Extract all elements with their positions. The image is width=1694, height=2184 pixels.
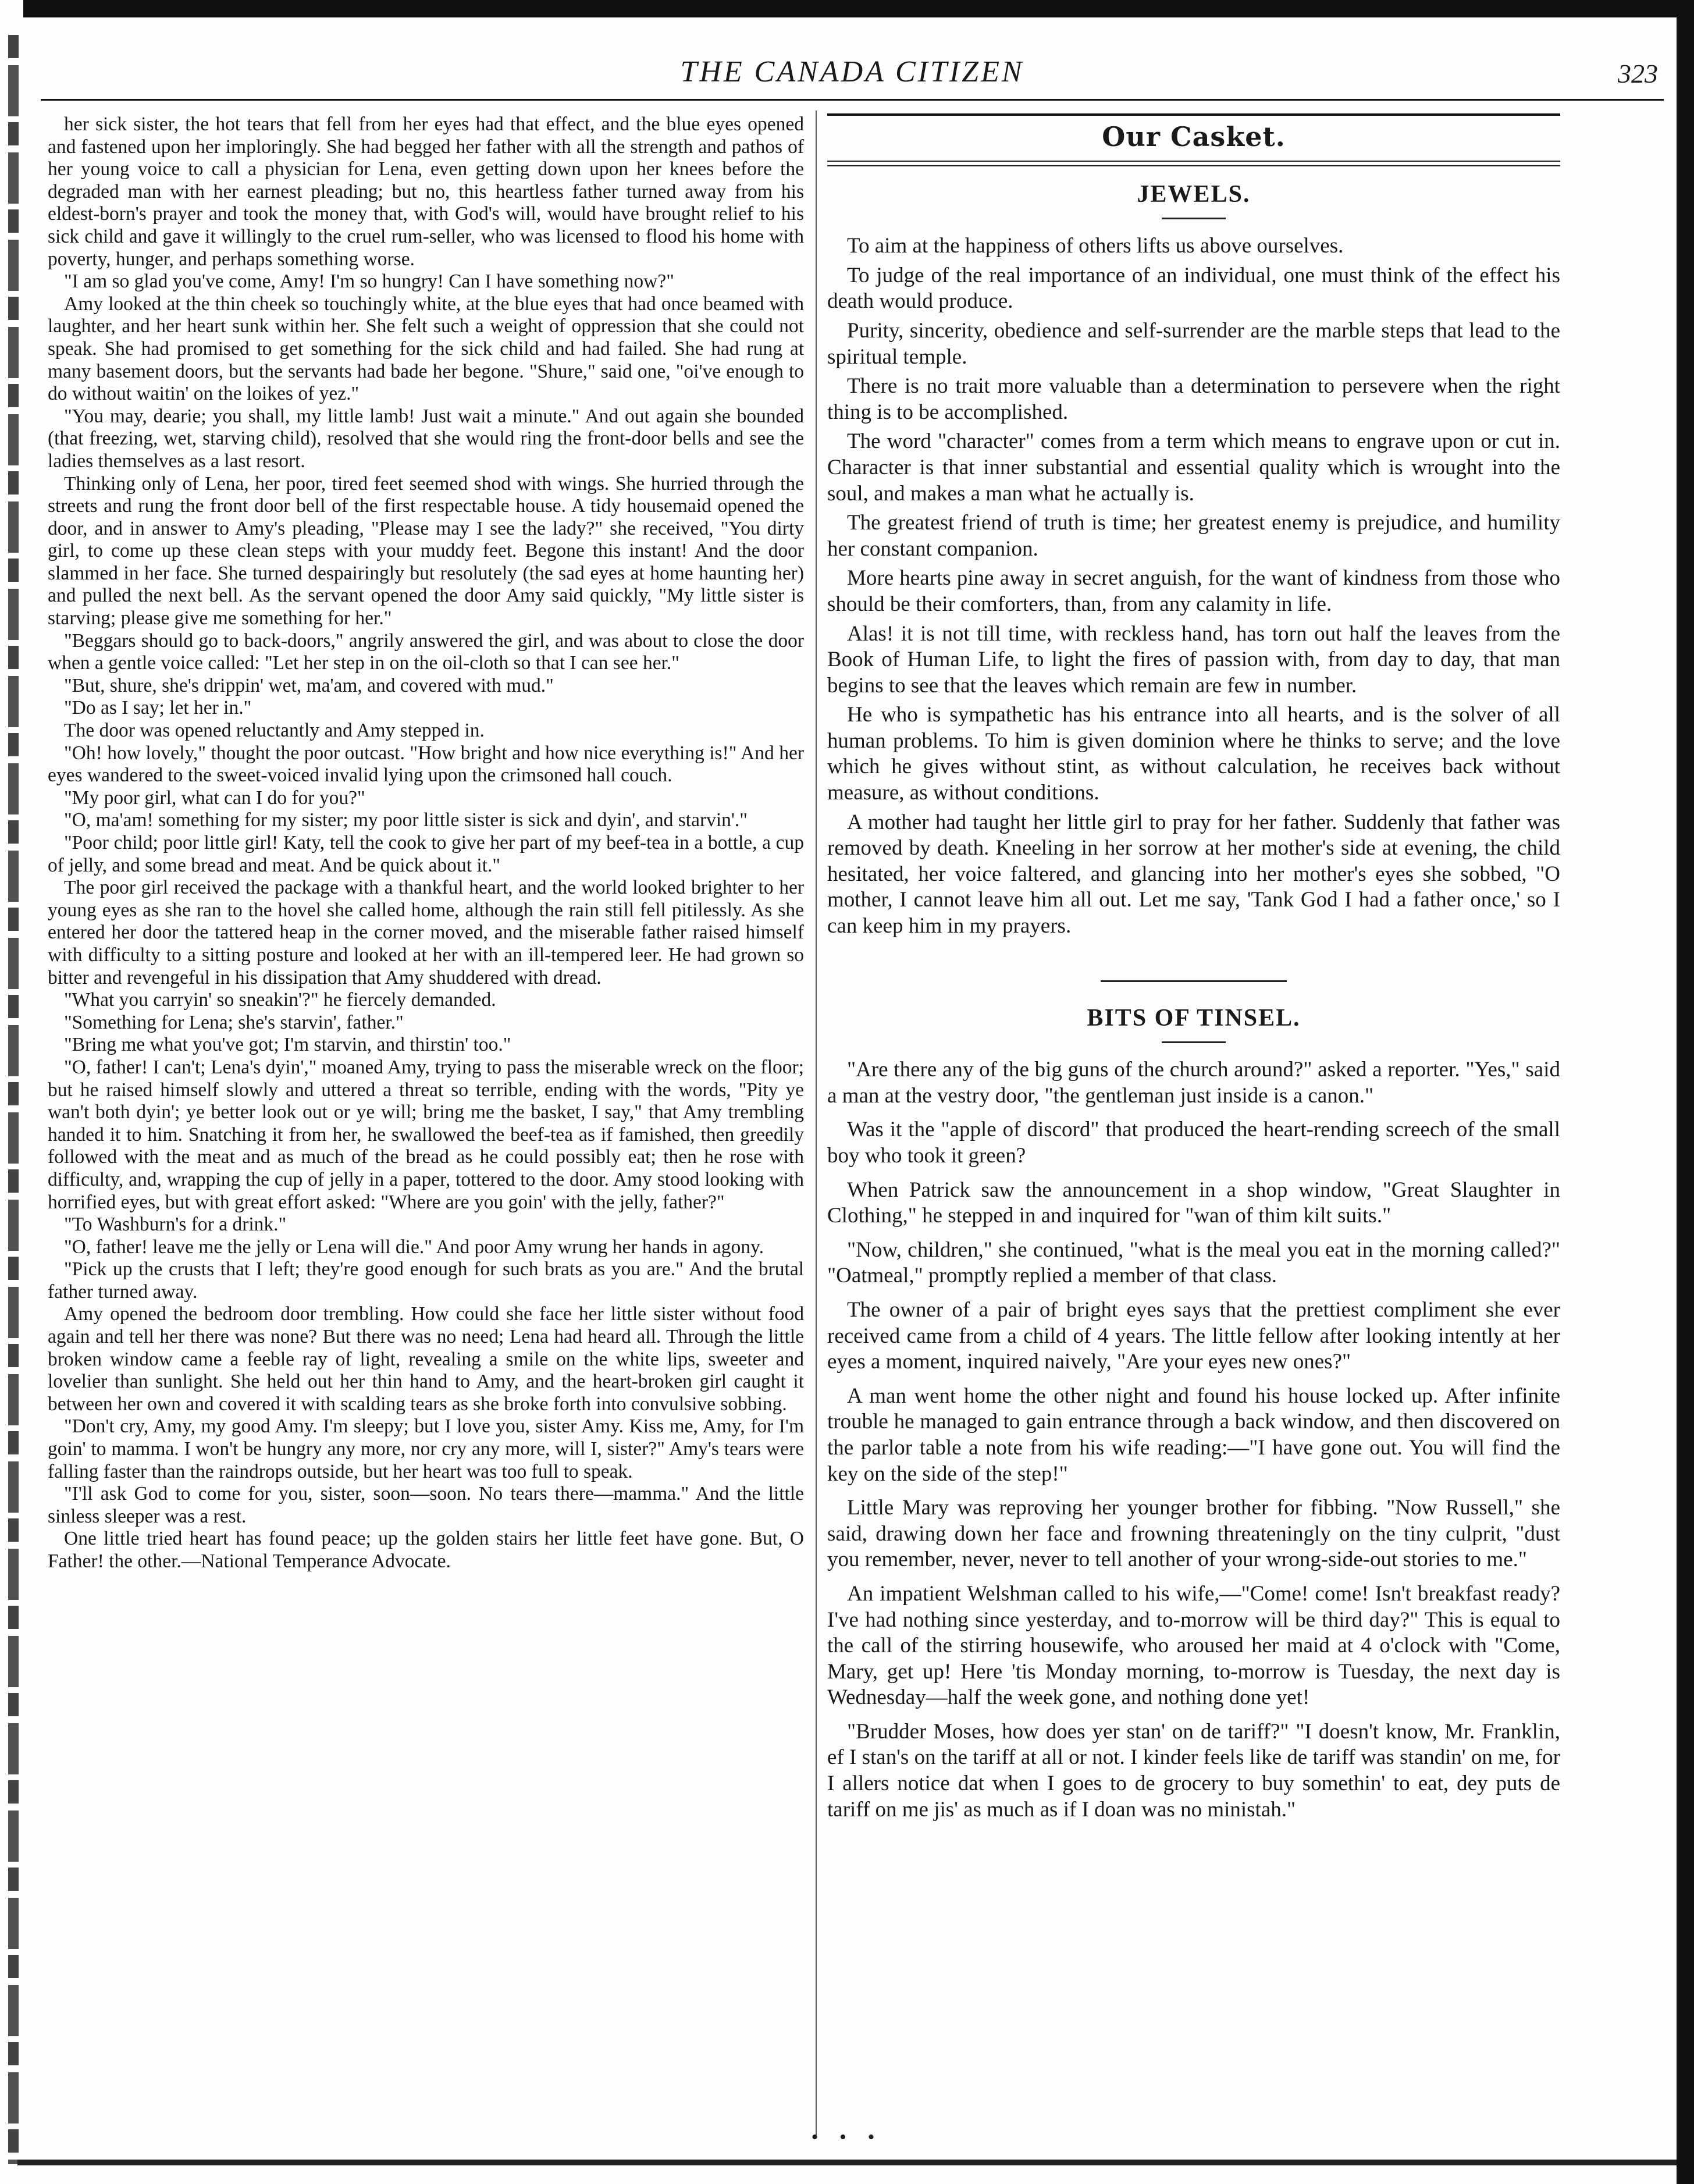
story-paragraph: "Do as I say; let her in." bbox=[64, 697, 252, 719]
jewel-paragraph: Purity, sincerity, obedience and self-surrender are the marble steps that lead to the spiritual temple. bbox=[827, 318, 1560, 369]
section-rule bbox=[827, 161, 1560, 162]
story-paragraph: Amy looked at the thin cheek so touchingly white, at the blue eyes that had once beamed with laughter, and her heart sunk within her. She felt such a weight of oppression that she could not speak. She had promised to get something for the sick child and had failed. She had rung at many basement doors, but the servants had bade her begone. "Shure," said one, "oi've enough to do without waitin' on the loikes of yez." bbox=[48, 293, 804, 405]
story-paragraph: "But, shure, she's drippin' wet, ma'am, and covered with mud." bbox=[64, 674, 554, 696]
scan-border-top bbox=[23, 0, 1694, 17]
jewel-paragraph: To judge of the real importance of an individual, one must think of the effect his death would produce. bbox=[827, 263, 1560, 314]
jewel-paragraph: The greatest friend of truth is time; her greatest enemy is prejudice, and humility her constant companion. bbox=[827, 511, 1560, 561]
tinsel-paragraph: "Brudder Moses, how does yer stan' on de tariff?" "I doesn't know, Mr. Franklin, ef I stan's on the tariff at all or not. I kinder feels like de tariff was standin' on me, for I allers notice dat when I goes to de grocery to buy somethin' to eat, dey puts de tariff on me jis' as much as if I doan was no ministah." bbox=[827, 1719, 1560, 1822]
tinsel-paragraph: Was it the "apple of discord" that produced the heart-rending screech of the small boy who took it green? bbox=[827, 1118, 1560, 1168]
page-number: 323 bbox=[1618, 59, 1658, 88]
tinsel-paragraph: Little Mary was reproving her younger brother for fibbing. "Now Russell," she said, drawing down her face and frowning threateningly on the tiny culprit, "dust you remember, never, never to tell another of your wrong-side-out stories to me." bbox=[827, 1496, 1560, 1572]
jewel-paragraph: A mother had taught her little girl to pray for her father. Suddenly that father was removed by death. Kneeling in her sorrow at her mother's side at evening, the child hesitated, her voice faltered, and glancing into her mother's eyes she sobbed, "O mother, I cannot leave him all out. Let me say, 'Tank God I had a father once,' so I can keep him in my prayers. bbox=[827, 810, 1560, 938]
story-paragraph: "To Washburn's for a drink." bbox=[64, 1214, 287, 1236]
tinsel-title: BITS OF TINSEL. bbox=[1087, 1004, 1301, 1031]
story-paragraph: The poor girl received the package with a thankful heart, and the world looked brighter to her young eyes as she ran to the hovel she called home, although the rain still fell pitilessly. As she entered her door the tattered heap in the corner moved, and the miserable father raised himself with difficulty to a sitting posture and looked at her with an ill-tempered leer. He had grown so bitter and revengeful in his dissipation that Amy shuddered with dread. bbox=[48, 877, 804, 988]
story-paragraph: "O, father! I can't; Lena's dyin'," moaned Amy, trying to pass the miserable wreck on the floor; but he raised himself slowly and uttered a threat so terrible, ending with the words, "Pity ye wan't both dyin'; ye better look out or ye will; bring me the basket, I say," that Amy trembling handed it to him. Snatching it from her, he swallowed the beef-tea as if famished, then greedily followed with the meat and as much of the bread as he could possibly eat; then he rose with difficulty, and, wrapping the cup of jelly in a paper, tottered to the door. Amy stood looking with horrified eyes, but with great effort asked: "Where are you goin' with the jelly, father?" bbox=[48, 1056, 804, 1213]
story-paragraph: Thinking only of Lena, her poor, tired feet seemed shod with wings. She hurried through the streets and rung the front door bell of the first respectable house. A tidy housemaid opened the door, and in answer to Amy's pleading, "Please may I see the lady?" she received, "You dirty girl, to come up these clean steps with your muddy feet. Begone this instant! And the door slammed in her face. She turned despairingly but resolutely (the sad eyes at home haunting her) and pulled the next bell. As the servant opened the door Amy said quickly, "My little sister is starving; please give me something for her." bbox=[48, 472, 804, 629]
tinsel-paragraph: A man went home the other night and found his house locked up. After infinite trouble he managed to gain entrance through a back window, and then discovered on the parlor table a note from his wife reading:—"I have gone out. You will find the key on the side of the step!" bbox=[827, 1383, 1560, 1486]
story-paragraph: "Beggars should go to back-doors," angrily answered the girl, and was about to close the door when a gentle voice called: "Let her step in on the oil-cloth so that I can see her." bbox=[48, 629, 804, 674]
section-rule bbox=[827, 165, 1560, 166]
story-paragraph: "Don't cry, Amy, my good Amy. I'm sleepy; but I love you, sister Amy. Kiss me, Amy, for I'm goin' to mamma. I won't be hungry any more, nor cry any more, will I, sister?" Amy's tears were falling faster than the raindrops outside, but her heart was too full to speak. bbox=[48, 1415, 804, 1482]
section-rule bbox=[827, 113, 1560, 116]
jewel-paragraph: To aim at the happiness of others lifts us above ourselves. bbox=[847, 234, 1344, 258]
title-rule bbox=[1162, 1041, 1226, 1043]
tinsel-section bbox=[827, 1005, 1560, 1823]
story-paragraph: "My poor girl, what can I do for you?" bbox=[64, 787, 365, 809]
newspaper-title: THE CANADA CITIZEN bbox=[680, 55, 1024, 88]
tinsel-paragraph: "Are there any of the big guns of the church around?" asked a reporter. "Yes," said a man at the vestry door, "the gentleman just inside is a canon." bbox=[827, 1058, 1560, 1108]
tinsel-paragraph: "Now, children," she continued, "what is the meal you eat in the morning called?" "Oatmeal," promptly replied a member of that class. bbox=[827, 1237, 1560, 1288]
story-paragraph: "I am so glad you've come, Amy! I'm so hungry! Can I have something now?" bbox=[64, 271, 674, 293]
story-paragraph: "Oh! how lovely," thought the poor outcast. "How bright and how nice everything is!" And her eyes wandered to the sweet-voiced invalid lying upon the crimsoned hall couch. bbox=[48, 742, 804, 787]
footer-ornament: • • • bbox=[811, 2126, 883, 2148]
jewel-paragraph: The word "character" comes from a term which means to engrave upon or cut in. Character is that inner substantial and essential quality which is wrought into the soul, and makes a man what he actually is. bbox=[827, 429, 1560, 506]
title-rule bbox=[1162, 218, 1226, 219]
scan-border-bottom bbox=[17, 2160, 1677, 2165]
story-paragraph: "Something for Lena; she's starvin', father." bbox=[64, 1011, 404, 1033]
jewels-section bbox=[827, 182, 1560, 940]
story-paragraph: The door was opened reluctantly and Amy stepped in. bbox=[64, 720, 485, 742]
jewel-paragraph: More hearts pine away in secret anguish, for the want of kindness from those who should be their comforters, than, from any calamity in life. bbox=[827, 566, 1560, 616]
section-divider bbox=[1101, 980, 1287, 982]
tinsel-paragraph: An impatient Welshman called to his wife,—"Come! come! Isn't breakfast ready? I've had nothing since yesterday, and to-morrow will be third day?" This is equal to the call of the stirring housewife, who aroused her maid at 4 o'clock with "Come, Mary, get up! Here 'tis Monday morning, to-morrow is Tuesday, the next day is Wednesday—half the week gone, and nothing done yet! bbox=[827, 1581, 1560, 1710]
story-paragraph: "I'll ask God to come for you, sister, soon—soon. No tears there—mamma." And the little sinless sleeper was a rest. bbox=[48, 1483, 804, 1527]
story-paragraph: her sick sister, the hot tears that fell from her eyes had that effect, and the blue eyes opened and fastened upon her imploringly. She had begged her father with all the strength and pathos of her young voice to call a physician for Lena, even getting down upon her knees before the degraded man with her earnest pleading; but no, this heartless father turned away from his eldest-born's prayer and took the money that, with God's will, would have brought relief to his sick child and gave it willingly to the cruel rum-seller, who was licensed to flood his home with poverty, hunger, and perhaps something worse. bbox=[48, 113, 804, 270]
story-paragraph: "Poor child; poor little girl! Katy, tell the cook to give her part of my beef-tea in a bottle, a cup of jelly, and some bread and meat. And be quick about it." bbox=[48, 832, 804, 876]
scan-border-left bbox=[8, 35, 19, 2164]
story-paragraph: One little tried heart has found peace; up the golden stairs her little feet have gone. But, O Father! the other.—National Temperance Advocate. bbox=[48, 1528, 804, 1572]
story-paragraph: "O, ma'am! something for my sister; my poor little sister is sick and dyin', and starvin'." bbox=[64, 809, 748, 831]
casket-title: Our Casket. bbox=[1102, 121, 1286, 152]
tinsel-paragraph: When Patrick saw the announcement in a shop window, "Great Slaughter in Clothing," he stepped in and inquired for "wan of thim kilt suits." bbox=[827, 1178, 1560, 1228]
story-paragraph: "Pick up the crusts that I left; they're good enough for such brats as you are." And the brutal father turned away. bbox=[48, 1258, 804, 1303]
jewels-title: JEWELS. bbox=[1137, 180, 1251, 208]
story-paragraph: "Bring me what you've got; I'm starvin, and thirstin' too." bbox=[64, 1034, 511, 1056]
story-paragraph: "What you carryin' so sneakin'?" he fiercely demanded. bbox=[64, 989, 496, 1011]
scan-border-right bbox=[1677, 0, 1694, 2184]
story-paragraph: Amy opened the bedroom door trembling. How could she face her little sister without food again and tell her there was none? But there was no need; Lena had heard all. Through the little broken window came a feeble ray of light, revealing a smile on the white lips, sweeter and lovelier than sunlight. She held out her thin hand to Amy, and the heart-broken girl caught it between her own and covered it with scalding tears as she broke forth into convulsive sobbing. bbox=[48, 1303, 804, 1415]
jewel-paragraph: He who is sympathetic has his entrance into all hearts, and is the solver of all human problems. To him is given dominion where he thinks to serve; and the love which he gives without stint, as without calculation, he receives back without measure, as without conditions. bbox=[827, 703, 1560, 805]
masthead bbox=[41, 52, 1664, 101]
casket-column bbox=[827, 113, 1560, 1823]
jewel-paragraph: There is no trait more valuable than a determination to persevere when the right thing is to be accomplished. bbox=[827, 374, 1560, 424]
story-paragraph: "O, father! leave me the jelly or Lena will die." And poor Amy wrung her hands in agony. bbox=[64, 1236, 764, 1258]
column-divider bbox=[816, 111, 817, 2135]
story-paragraph: "You may, dearie; you shall, my little lamb! Just wait a minute." And out again she bounded (that freezing, wet, starving child), resolved that she would ring the front-door bells and see the ladies themselves as a last resort. bbox=[48, 405, 804, 472]
jewel-paragraph: Alas! it is not till time, with reckless hand, has torn out half the leaves from the Book of Human Life, to light the fires of passion with, from day to day, that man begins to see that the leaves which remain are few in number. bbox=[827, 621, 1560, 698]
story-column bbox=[48, 113, 804, 1573]
tinsel-paragraph: The owner of a pair of bright eyes says that the prettiest compliment she ever received came from a child of 4 years. The little fellow after looking intently at her eyes a moment, inquired naively, "Are your eyes new ones?" bbox=[827, 1297, 1560, 1374]
